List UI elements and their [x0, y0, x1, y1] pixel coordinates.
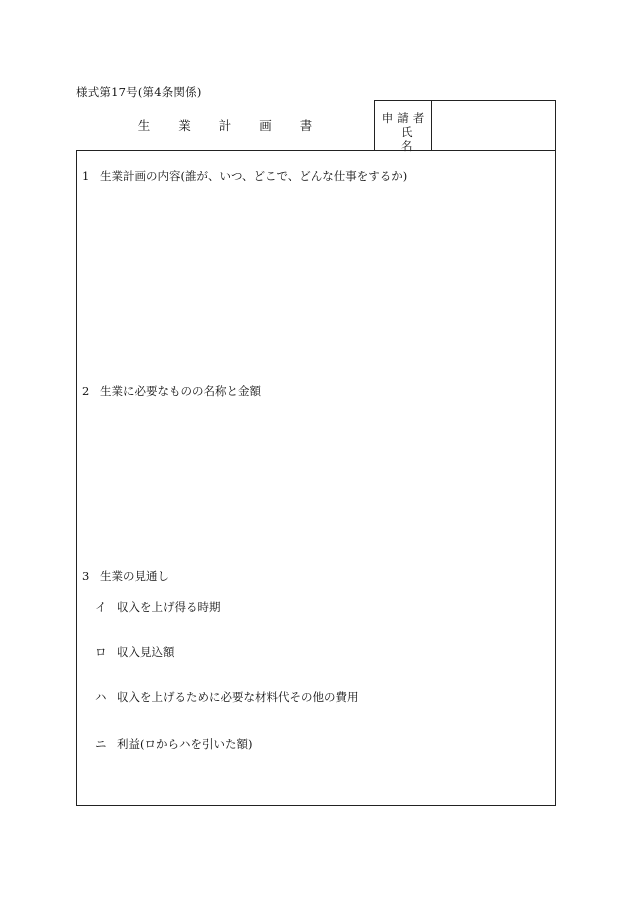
section-3-text: 生業の見通し — [100, 569, 169, 583]
form-number: 様式第17号(第4条関係) — [76, 85, 202, 99]
item-ha-text: 収入を上げるために必要な材料代その他の費用 — [117, 690, 359, 704]
applicant-label — [375, 101, 439, 153]
section-3-item-i — [95, 599, 221, 615]
applicant-label-line1: 申請者 — [381, 111, 429, 125]
item-i-mark: イ — [95, 600, 107, 614]
item-ro-mark: ロ — [95, 645, 107, 659]
section-1-text: 生業計画の内容(誰が、いつ、どこで、どんな仕事をするか) — [100, 169, 408, 183]
document-title: 生業計画書 — [137, 118, 341, 133]
applicant-box — [374, 100, 556, 153]
applicant-label-line2: 氏名 — [401, 125, 439, 153]
item-ni-text: 利益(ロからハを引いた額) — [117, 737, 253, 751]
section-1-number: 1 — [82, 169, 90, 183]
applicant-name-field[interactable] — [432, 101, 555, 150]
section-2-text: 生業に必要なものの名称と金額 — [100, 384, 261, 398]
section-1-heading — [82, 168, 407, 184]
section-2-number: 2 — [82, 384, 90, 398]
item-ni-mark: ニ — [95, 737, 107, 751]
item-ha-mark: ハ — [95, 690, 107, 704]
section-3-heading — [82, 568, 169, 584]
section-3-item-ha — [95, 689, 359, 705]
section-3-item-ro — [95, 644, 175, 660]
section-3-number: 3 — [82, 569, 90, 583]
item-ro-text: 収入見込額 — [117, 645, 175, 659]
plan-body — [76, 150, 556, 806]
title-row — [76, 100, 556, 153]
item-i-text: 収入を上げ得る時期 — [117, 600, 221, 614]
section-3-item-ni — [95, 736, 252, 752]
section-2-heading — [82, 383, 261, 399]
